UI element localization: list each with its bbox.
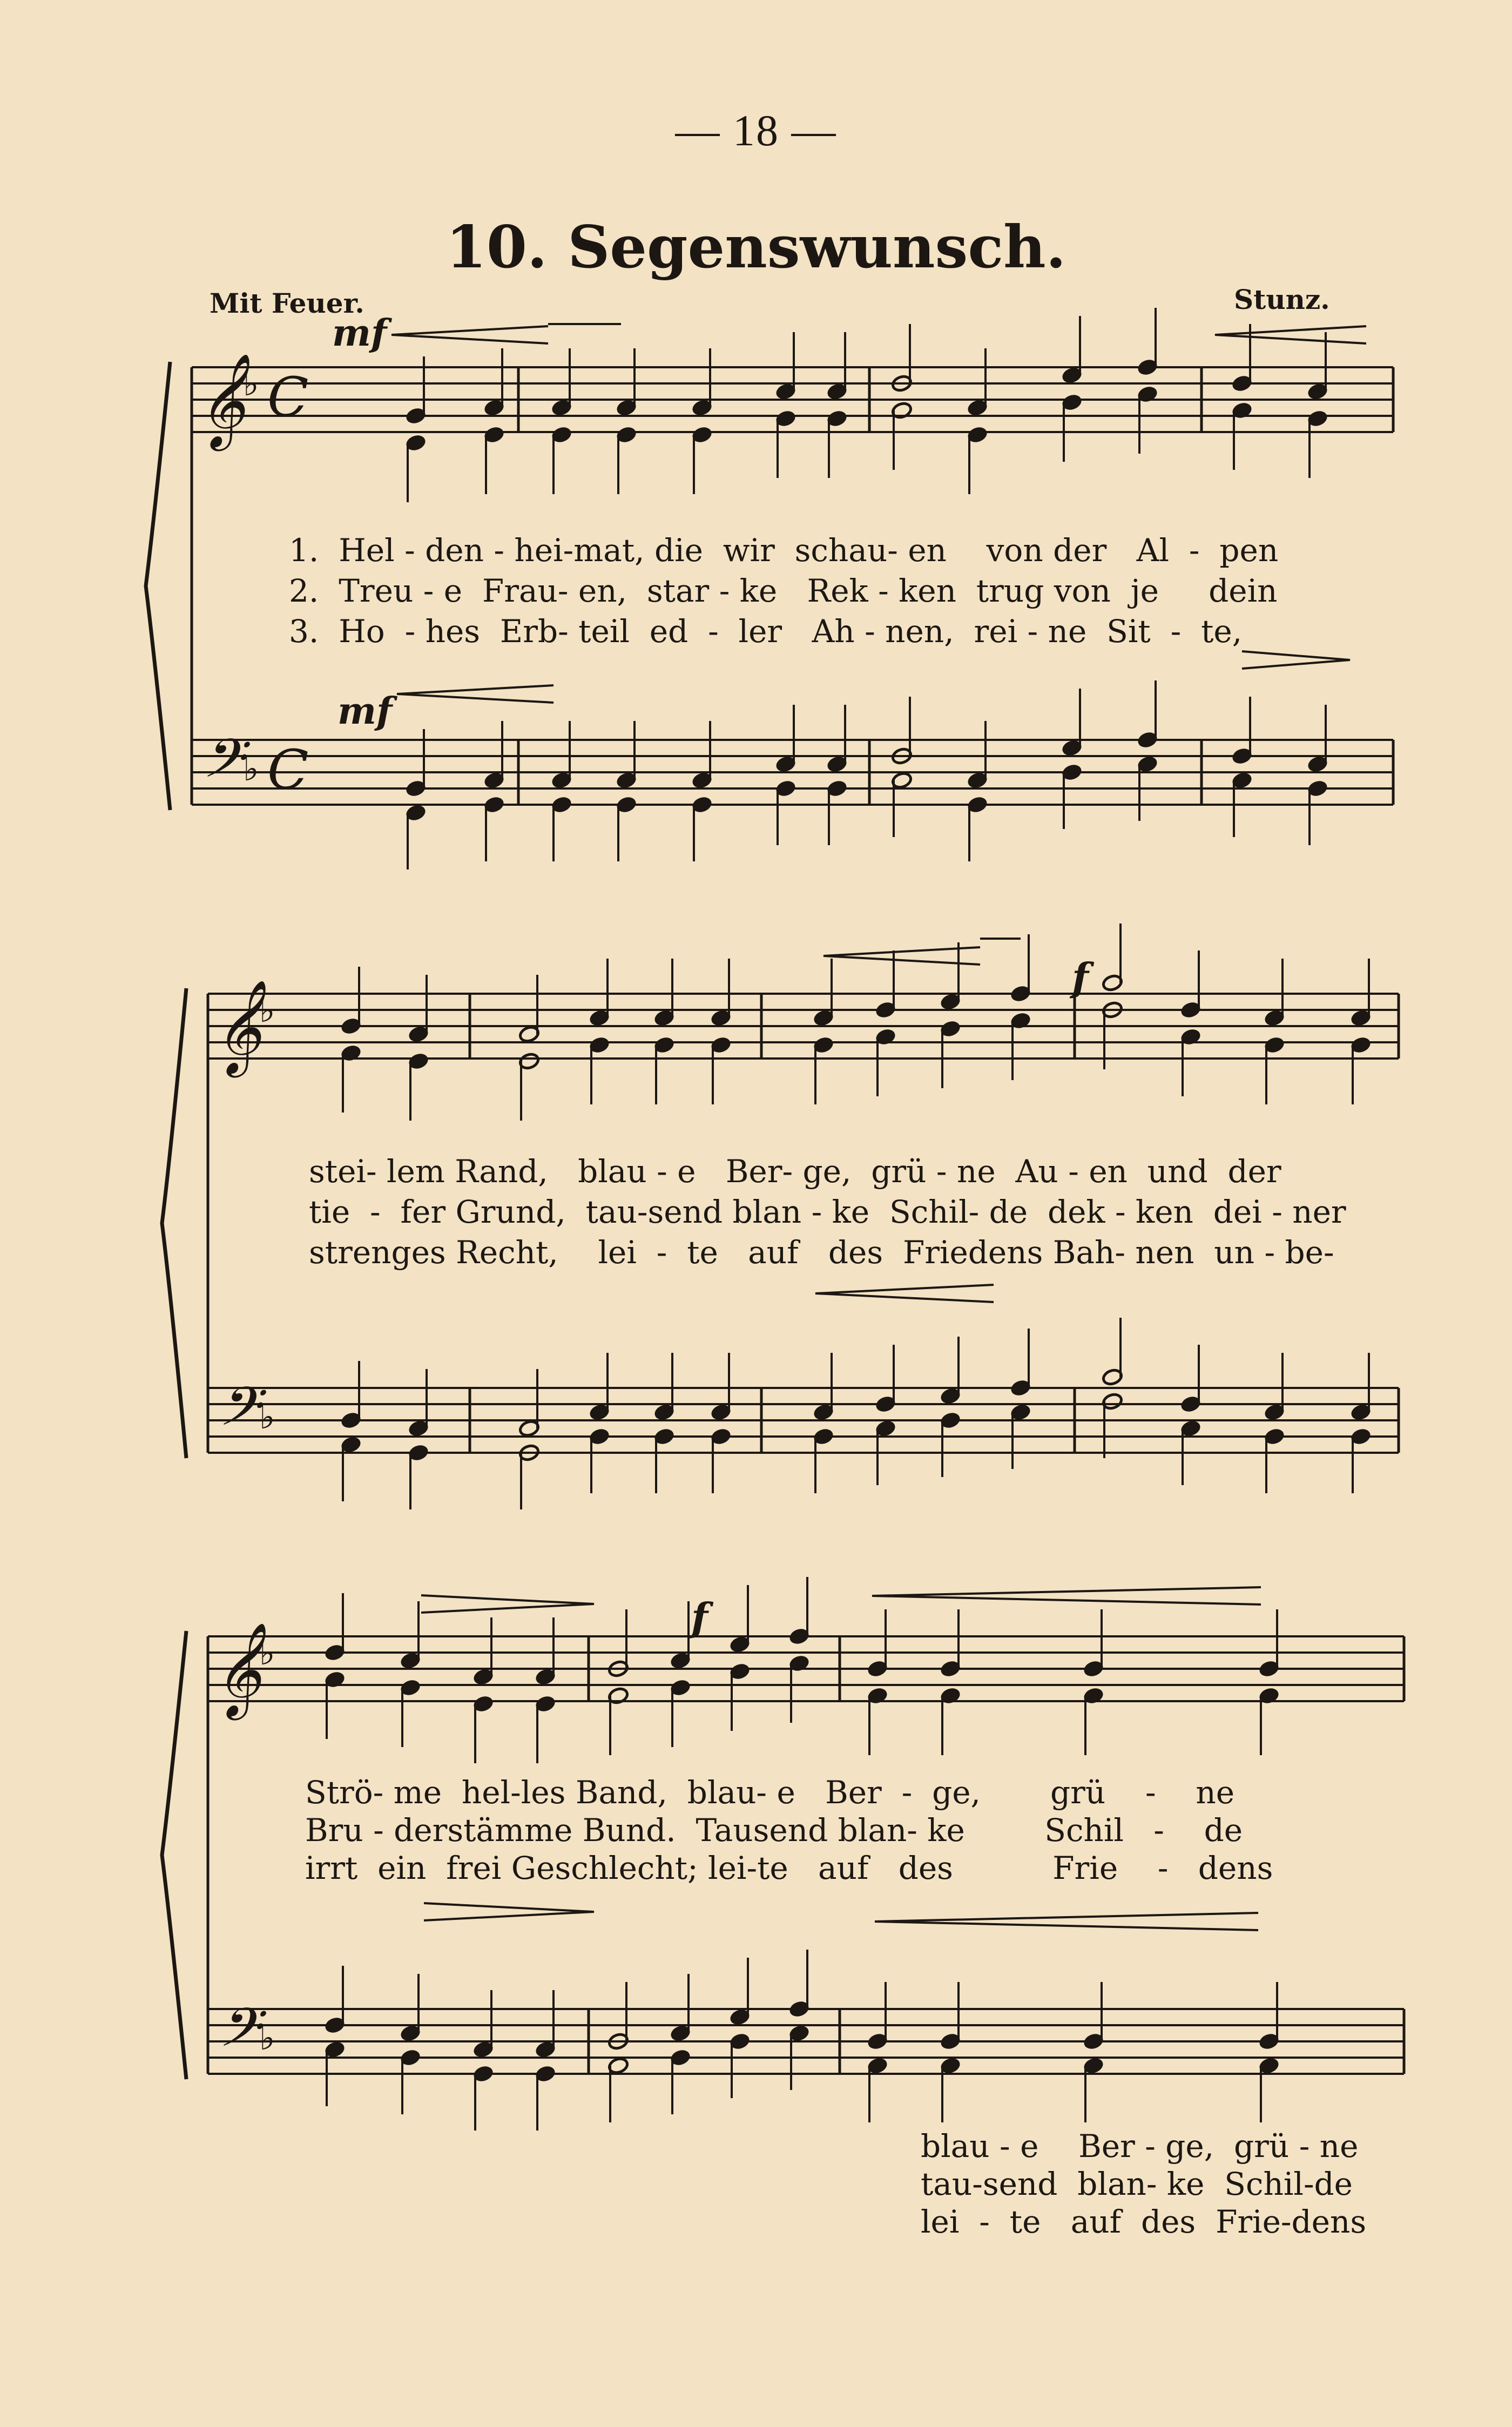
system3-bass-lyric-verse2: tau-send blan- ke Schil-de	[921, 2166, 1353, 2202]
system1-brace	[146, 362, 170, 810]
system2-bass-clef: 𝄢	[216, 1376, 258, 1451]
system2-treble-clef: 𝄞	[213, 980, 261, 1074]
composer: Stunz.	[1234, 284, 1330, 315]
system3-treble-key-flat: ♭	[259, 1633, 275, 1673]
system2-bass-crescendo-hairpin	[815, 1285, 994, 1302]
tempo-marking: Mit Feuer.	[210, 287, 364, 319]
system2-brace	[162, 988, 186, 1458]
system3-dynamic-f: f	[691, 1594, 708, 1640]
system2-bass-key-flat: ♭	[259, 1397, 275, 1437]
system1-treble-clef: 𝄞	[197, 353, 245, 447]
system1-bass-key-flat: ♭	[243, 749, 259, 788]
system1-dynamic-mf: mf	[332, 312, 387, 355]
system2-lyric-verse1: stei- lem Rand, blau - e Ber- ge, grü - ne Au - en und der	[309, 1153, 1281, 1190]
system1-crescendo-hairpin	[392, 326, 548, 343]
song-title: 10. Segenswunsch.	[446, 213, 1066, 281]
system3-lyric-verse2: Bru - derstämme Bund. Tausend blan- ke Schil - de	[305, 1812, 1243, 1849]
system2-lyric-verse2: tie - fer Grund, tau-send blan - ke Schil- de dek - ken dei - ner	[309, 1194, 1346, 1230]
system1-bass-decrescendo-hairpin	[1242, 651, 1350, 669]
page-number: — 18 —	[675, 106, 837, 155]
system3-bass-clef: 𝄢	[216, 1997, 258, 2072]
system3-bass-decrescendo-hairpin	[424, 1903, 594, 1920]
system1-treble-key-flat: ♭	[243, 364, 259, 403]
system1-bass-dynamic-mf: mf	[338, 690, 393, 733]
system2-dynamic-f: f	[1072, 954, 1089, 1000]
system2-treble-key-flat: ♭	[259, 990, 275, 1030]
system3-bass-lyric-verse1: blau - e Ber - ge, grü - ne	[921, 2128, 1359, 2165]
system3-lyric-verse3: irrt ein frei Geschlecht; lei-te auf des Frie - dens	[305, 1850, 1273, 1886]
system3-treble-clef: 𝄞	[213, 1622, 261, 1716]
system1-lyric-verse1: 1. Hel - den - hei-mat, die wir schau- en von der Al - pen	[289, 532, 1279, 569]
system2-crescendo-hairpin	[824, 947, 980, 965]
system1-lyric-verse3: 3. Ho - hes Erb- teil ed - ler Ah - nen, rei - ne Sit - te,	[289, 613, 1243, 650]
system3-crescendo-hairpin	[872, 1587, 1261, 1604]
system2-lyric-verse3: strenges Recht, lei - te auf des Friedens Bah- nen un - be-	[309, 1234, 1334, 1271]
system3-lyric-verse1: Strö- me hel-les Band, blau- e Ber - ge, grü - ne	[305, 1774, 1235, 1811]
system3-decrescendo-hairpin	[421, 1595, 594, 1613]
system3-brace	[162, 1631, 186, 2079]
system1-crescendo-hairpin-2	[1215, 326, 1366, 343]
system3-bass-lyric-verse3: lei - te auf des Frie-dens	[921, 2203, 1367, 2240]
system1-bass-crescendo-hairpin	[397, 685, 554, 703]
system1-treble-time: C	[267, 366, 309, 429]
system1-bass-time: C	[267, 738, 309, 801]
system3-bass-key-flat: ♭	[259, 2018, 275, 2058]
system1-bass-clef: 𝄢	[200, 728, 242, 803]
system1-lyric-verse2: 2. Treu - e Frau- en, star - ke Rek - ken trug von je dein	[289, 572, 1278, 609]
system3-bass-crescendo-hairpin	[875, 1913, 1258, 1930]
